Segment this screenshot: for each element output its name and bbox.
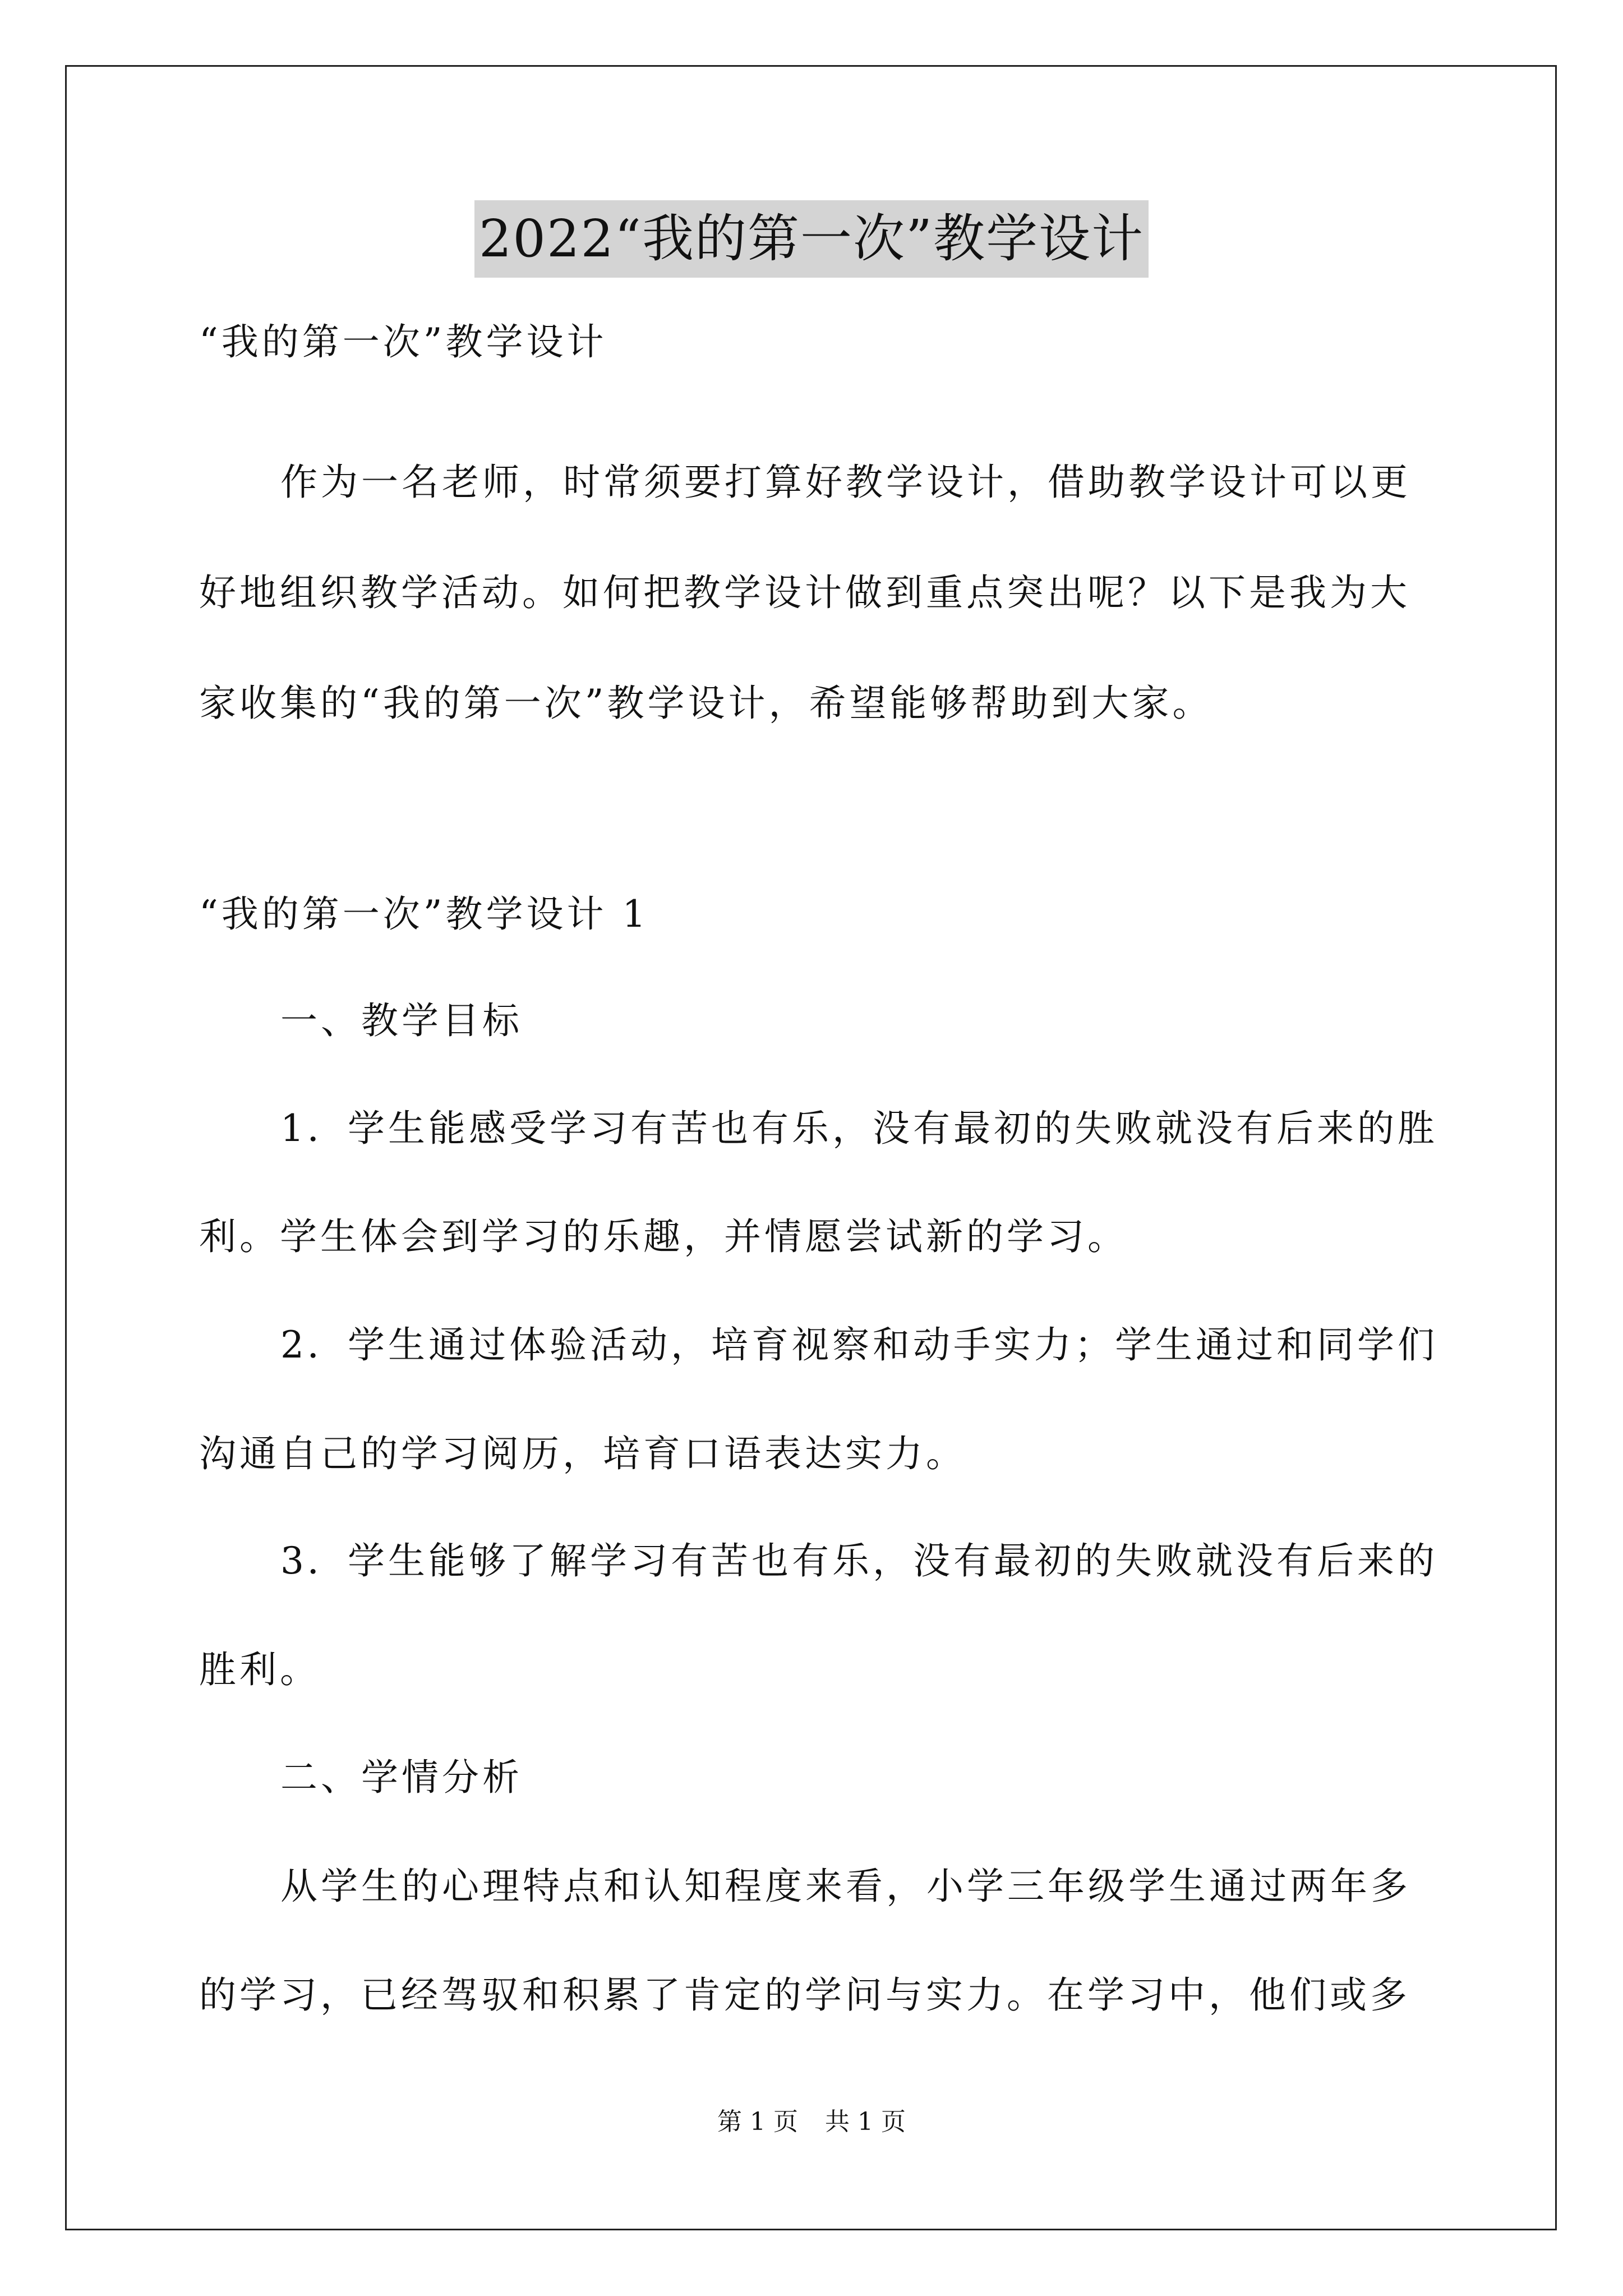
paragraph-line: 从学生的心理特点和认知程度来看，小学三年级学生通过两年多 (280, 1865, 1411, 1908)
subsection-heading: 一、教学目标 (280, 999, 523, 1042)
document-title: 2022“我的第一次”教学设计 (474, 200, 1149, 278)
page-footer (0, 2106, 1623, 2138)
paragraph-line: 沟通自己的学习阅历，培育口语表达实力。 (199, 1432, 966, 1475)
paragraph-line: 的学习，已经驾驭和积累了肯定的学问与实力。在学习中，他们或多 (199, 1973, 1410, 2017)
page-number: 第 1 页 (717, 2108, 798, 2136)
page-total: 共 1 页 (825, 2108, 906, 2136)
paragraph-line: 利。学生体会到学习的乐趣，并情愿尝试新的学习。 (199, 1215, 1128, 1258)
subsection-heading: 二、学情分析 (280, 1756, 523, 1799)
paragraph-line: 1．学生能感受学习有苦也有乐，没有最初的失败就没有后来的胜 (280, 1107, 1438, 1150)
paragraph-line: 家收集的“我的第一次”教学设计，希望能够帮助到大家。 (199, 682, 1213, 725)
paragraph-line: 2．学生通过体验活动，培育视察和动手实力；学生通过和同学们 (280, 1323, 1438, 1366)
paragraph-line: 3．学生能够了解学习有苦也有乐，没有最初的失败就没有后来的 (280, 1539, 1438, 1582)
paragraph-line: 胜利。 (199, 1648, 320, 1691)
section-heading: “我的第一次”教学设计 1 (199, 892, 649, 936)
paragraph-line: 好地组织教学活动。如何把教学设计做到重点突出呢？以下是我为大 (199, 571, 1410, 614)
subtitle-line: “我的第一次”教学设计 (199, 320, 607, 364)
title-container (0, 200, 1623, 278)
paragraph-line: 作为一名老师，时常须要打算好教学设计，借助教学设计可以更 (280, 461, 1411, 504)
